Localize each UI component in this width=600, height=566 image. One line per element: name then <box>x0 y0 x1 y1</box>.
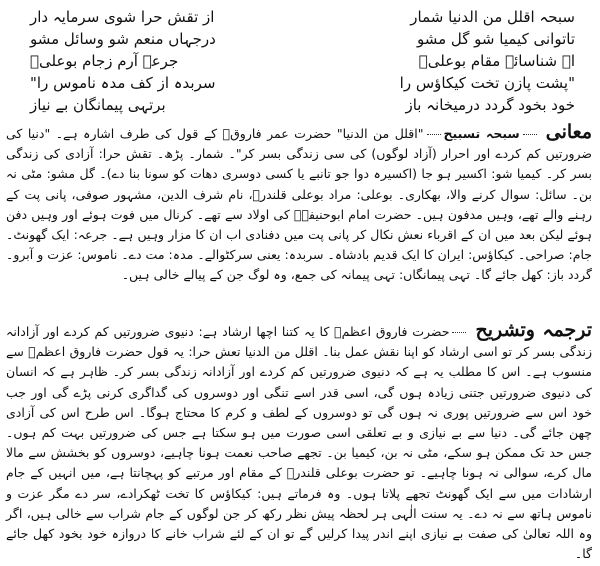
verse-5 <box>30 94 575 116</box>
verse-5-first-hemistich: خود بخود گردد درمیخانہ باز <box>405 96 575 114</box>
maani-heading: معانی <box>545 121 592 143</box>
dotted-divider <box>523 134 537 135</box>
tarjuma-heading: ترجمہ وتشریح <box>475 319 592 341</box>
verse-1-second-hemistich: از تقش حرا شوی سرمایہ دار <box>30 8 215 26</box>
verse-3-first-hemistich: اے شناسائے مقام بوعلیؒ <box>418 52 575 70</box>
tarjuma-section <box>6 320 592 564</box>
maani-paragraph <box>6 122 592 286</box>
maani-text: "اقلل من الدنیا" حضرت عمر فاروقؓ کے قول کی طرف اشارہ ہے۔ "دنیا کی ضرورتیں کم کردے اور احرار (آزاد لوگوں) کی سی زندگی بسر کر"۔ شمار۔ پڑھ۔ تقش حرا: آزادی کی زندگی بسر کر۔ کیمیا شو: اکسیر ہو جا (اکسیرہ دوا جو تانبے یا کسی دوسری دھات کو سونا بنا دے)۔ گل مشو: مٹی نہ بن۔ سائل: سوال کرنے والا، بھکاری۔ بوعلی: مراد بوعلی قلندرؒ، نام شرف الدین، مشہور صوفی، پانی پت کے رہنے والے تھے، وہیں مدفون ہیں۔ حضرت امام ابوحنیفہؒ کی اولاد سے تھے۔ کرنال میں فوت ہوئے اور وہیں دفن ہوئے لیکن بعد میں ان کے اقرباء نعش نکال کر پانی پت میں دفنادی اب ان کا مزار وہیں ہے۔ جرعہ: ایک گھونٹ۔ جام: صراحی۔ کیکاؤس: ایران کا ایک قدیم بادشاہ۔ سربدہ: یعنی سرکٹوالے۔ مدہ: مت دے۔ ناموس: عزت و آبرو۔ گردد باز: کھل جائے گا۔ تہی پیمانگاں: تہی پیمانہ کی جمع، وہ لوگ جن کے پیالے خالی ہیں۔ <box>6 126 592 283</box>
dotted-divider <box>427 134 441 135</box>
verse-2-first-hemistich: تاتوانی کیمیا شو گل مشو <box>416 30 575 48</box>
tarjuma-paragraph <box>6 320 592 564</box>
persian-verses <box>30 6 575 116</box>
verse-5-second-hemistich: برتہی پیمانگان بے نیاز <box>30 96 166 114</box>
maani-section <box>6 122 592 286</box>
verse-4-first-hemistich: "پشت پازن تخت کیکاؤس را <box>399 74 575 92</box>
tarjuma-lead: حضرت فاروق اعظمؓ کا یہ کتنا اچھا ارشاد ہے: دنیوی ضرورتیں کم کردے اور آزادانہ زندگی بسر کر تو اسی <box>6 324 592 360</box>
dotted-divider <box>452 332 466 333</box>
verse-4-second-hemistich: سربدہ از کف مدہ ناموس را" <box>30 74 216 92</box>
verse-1-first-hemistich: سبحہ اقلل من الدنیا شمار <box>410 8 575 26</box>
verse-3-second-hemistich: جرعہ آرم زجام بوعلیؒ <box>30 52 179 70</box>
verse-2-second-hemistich: درجہاں منعم شو وسائل مشو <box>30 30 216 48</box>
verse-1 <box>30 6 575 28</box>
maani-sub-label: سبحہ تسبیح <box>443 126 520 141</box>
tarjuma-text: ارشاد کو اپنا نقش عمل بنا۔ اقلل من الدنیا تعش حرا: یہ قول حضرت فاروق اعظمؓ سے منسوب ہے۔ اس کا مطلب یہ ہے کہ دنیوی ضرورتیں کم کردے اور آزادانہ زندگی بسر کر۔ ظاہر ہے کہ انسان کی دنیوی ضرورتیں جتنی زیادہ ہوں گی، اسی قدر اسے تنگی اور دوسروں کی گداگری کرنی پڑے گی اور جب خود اس سے ضرورتیں پوری نہ ہوں گی تو دوسروں کے لطف و کرم کا محتاج ہوگا۔ اس طرح اس کی آزادی چھن جائے گی۔ دنیا سے بے نیازی و بے تعلقی اسی صورت میں ہو سکتا ہے جس کی ضرورتیں بہت کم ہوں۔ جس حد تک ممکن ہو سکے، مٹی نہ بن، کیمیا بن۔ تجھے صاحب نعمت ہونا چاہیے، دوسروں کو بخشش سے مالا مال کرے، سوالی نہ ہونا چاہیے۔ تو حضرت بوعلی قلندرؒ کے مقام اور مرتبے کو پہچانتا ہے، میں انہیں کے جام ارشادات میں سے ایک گھونٹ تجھے پلاتا ہوں۔ وہ فرماتے ہیں: کیکاؤس کا تخت ٹھکرادے، سر دے مگر عزت و ناموس ہاتھ سے نہ دے۔ یہ سنت الٰہی ہر لحظہ پیش نظر رکھ کر جن لوگوں کے جام شراب سے خالی ہیں، اگر وہ اللہ تعالیٰ کی صفت بے نیازی اپنے اندر پیدا کرلیں گے تو ان کے لئے شراب خانے کا دروازہ خود بخود کھل جائے گا۔ <box>6 344 592 562</box>
verse-2 <box>30 28 575 50</box>
verse-4 <box>30 72 575 94</box>
verse-3 <box>30 50 575 72</box>
